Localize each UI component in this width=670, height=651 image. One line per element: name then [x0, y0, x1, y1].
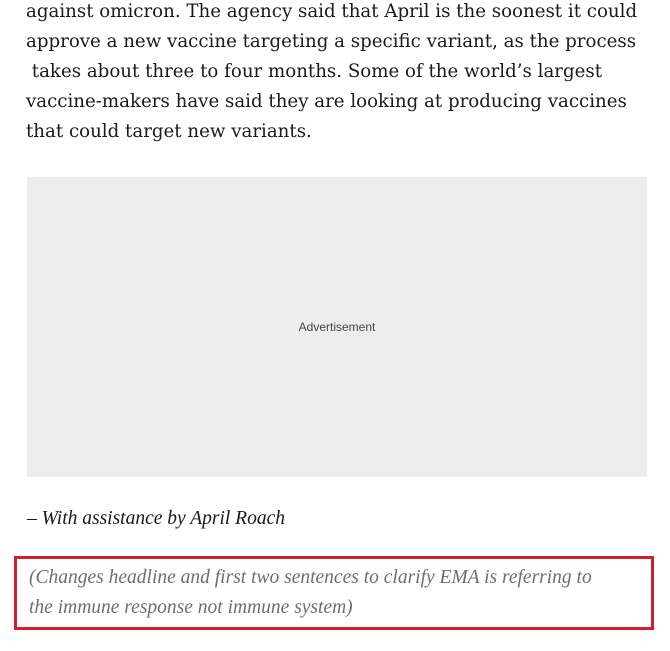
paragraph-line: takes about three to four months. Some of the world’s largest	[26, 61, 603, 82]
paragraph-line: against omicron. The agency said that April is the soonest it could	[26, 1, 638, 22]
advertisement-slot[interactable]	[27, 177, 647, 477]
correction-note	[29, 563, 592, 623]
paragraph-line: approve a new vaccine targeting a specific variant, as the process	[26, 31, 637, 52]
correction-highlight-box	[14, 556, 654, 630]
paragraph-line: vaccine-makers have said they are looking at producing vaccines	[26, 91, 627, 112]
correction-line: the immune response not immune system)	[29, 597, 353, 618]
advertisement-label: Advertisement	[298, 320, 376, 334]
article-paragraph	[26, 0, 638, 147]
correction-line: (Changes headline and first two sentences to clarify EMA is referring to	[29, 567, 592, 588]
paragraph-line: that could target new variants.	[26, 121, 312, 142]
assistance-credit: – With assistance by April Roach	[27, 508, 285, 529]
